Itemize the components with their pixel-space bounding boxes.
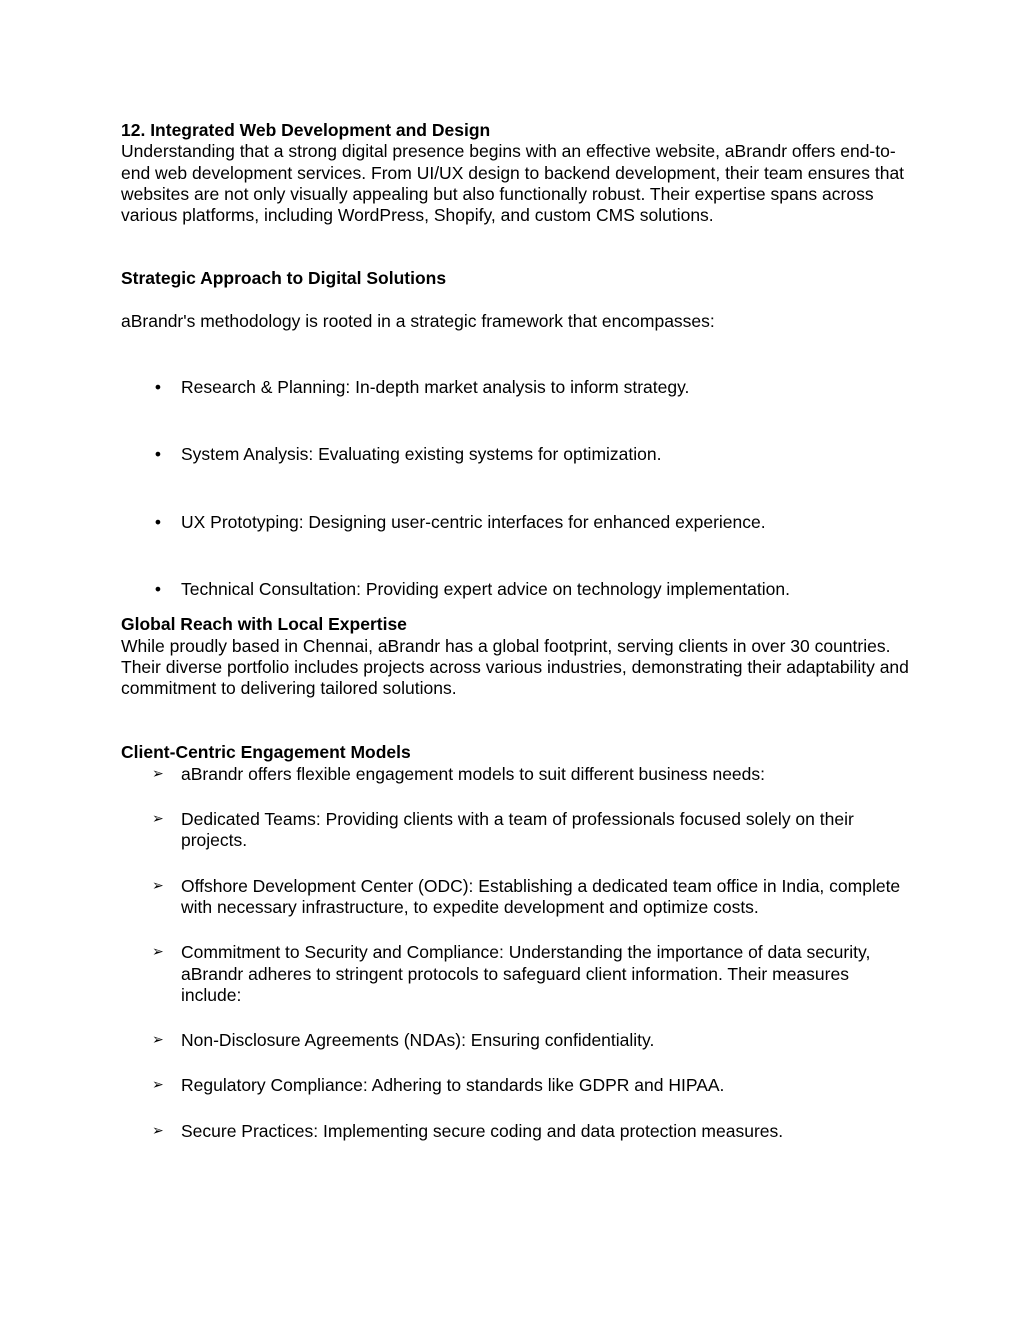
strategic-intro: aBrandr's methodology is rooted in a strategic framework that encompasses: [121,310,715,331]
list-item [121,512,911,533]
strategic-bullet-list [121,377,911,600]
list-item [121,1075,911,1096]
list-item-text: UX Prototyping: Designing user-centric interfaces for enhanced experience. [181,511,766,532]
section-body-global: While proudly based in Chennai, aBrandr has a global footprint, serving clients in over 30 countries. Their diverse portfolio includes projects across various industries, demonstrating their adaptability and commitment to delivering tailored solutions. [121,635,909,699]
list-item-text: Technical Consultation: Providing expert advice on technology implementation. [181,578,790,599]
list-item [121,579,911,600]
list-item [121,764,911,785]
arrow-bullet-icon: ➢ [152,1032,164,1049]
list-item-text: Commitment to Security and Compliance: Understanding the importance of data security, aBrandr adheres to stringent protocols to safeguard client information. Their measures include: [181,942,871,1005]
list-item-text: Offshore Development Center (ODC): Establishing a dedicated team office in India, complete with necessary infrastructure, to expedite development and optimize costs. [181,875,901,917]
bullet-icon: • [154,578,162,599]
bullet-icon: • [154,444,162,465]
list-item-text: Regulatory Compliance: Adhering to standards like GDPR and HIPAA. [181,1075,725,1096]
bullet-icon: • [154,511,162,532]
section-heading-global: Global Reach with Local Expertise [121,614,407,635]
list-item [121,1030,911,1051]
arrow-bullet-icon: ➢ [152,811,164,828]
section-heading-integrated-web: 12. Integrated Web Development and Design [121,120,491,140]
list-item-text: Research & Planning: In-depth market analysis to inform strategy. [181,377,690,398]
arrow-bullet-icon: ➢ [152,1122,164,1139]
bullet-icon: • [154,377,162,398]
section-heading-client: Client-Centric Engagement Models [121,742,411,763]
list-item-text: Secure Practices: Implementing secure coding and data protection measures. [181,1120,784,1141]
arrow-bullet-icon: ➢ [152,765,164,782]
arrow-bullet-icon: ➢ [152,1077,164,1094]
list-item [121,377,911,398]
arrow-bullet-icon: ➢ [152,944,164,961]
list-item [121,1121,911,1142]
list-item [121,809,911,852]
list-item-text: aBrandr offers flexible engagement models to suit different business needs: [181,763,766,784]
list-item [121,876,911,919]
list-item [121,444,911,465]
list-item-text: System Analysis: Evaluating existing systems for optimization. [181,444,662,465]
list-item-text: Dedicated Teams: Providing clients with a team of professionals focused solely on their projects. [181,809,854,851]
document-page [121,120,911,1142]
section-body-integrated-web: Understanding that a strong digital presence begins with an effective website, aBrandr offers end-to-end web development services. From UI/UX design to backend development, their team ensures that websites are not only visually appealing but also functionally robust. Their expertise spans across various platforms, including WordPress, Shopify, and custom CMS solutions. [121,141,905,226]
arrow-bullet-icon: ➢ [152,877,164,894]
section-heading-strategic: Strategic Approach to Digital Solutions [121,268,447,289]
client-arrow-list [121,764,911,1142]
list-item [121,942,911,1006]
list-item-text: Non-Disclosure Agreements (NDAs): Ensuring confidentiality. [181,1030,655,1051]
